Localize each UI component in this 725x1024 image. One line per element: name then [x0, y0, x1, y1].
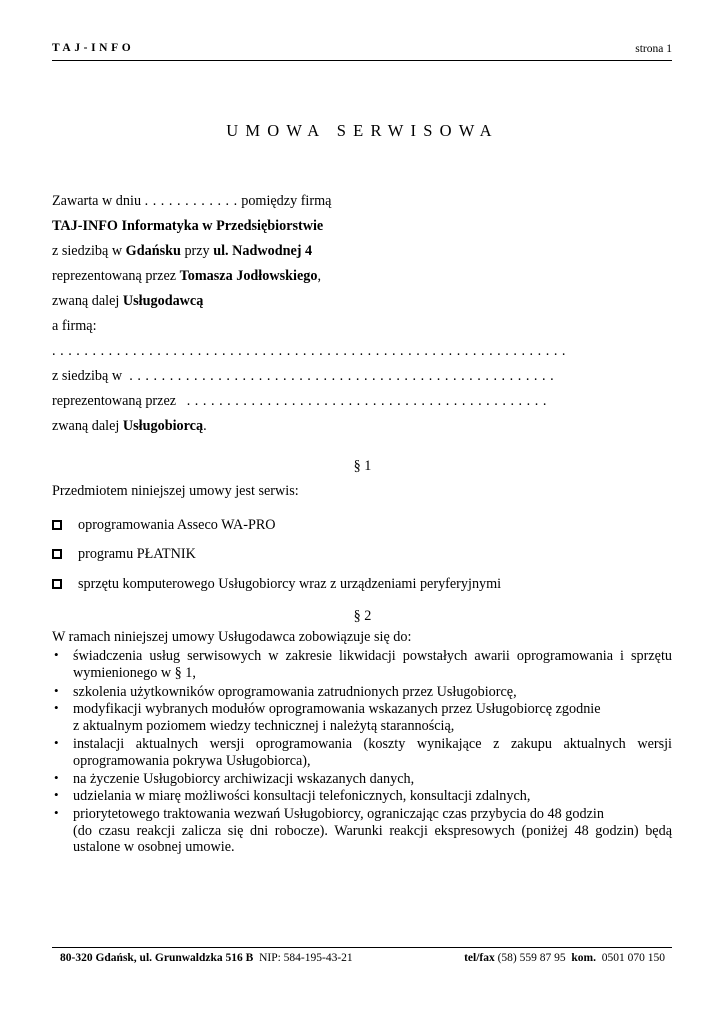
provider-called-line: [52, 293, 203, 310]
obligation-text: priorytetowego traktowania wezwań Usługobiorcy, ograniczając czas przybycia do 48 godzin: [73, 806, 604, 822]
obligation-text-continued: z aktualnym poziomem wiedzy technicznej i należytą starannością,: [73, 717, 455, 734]
obligation-item: [52, 788, 672, 805]
bullet-icon: •: [54, 700, 59, 715]
intro-suffix: pomiędzy firmą: [241, 193, 332, 209]
rep-suffix: ,: [317, 268, 321, 284]
service-item: [52, 517, 276, 534]
obligation-text: udzielania w miarę możliwości konsultacji telefonicznych, konsultacji zdalnych,: [73, 788, 531, 804]
footer-kom-label: kom.: [571, 952, 596, 964]
client-rep-line: [52, 393, 547, 410]
provider-seat-line: [52, 243, 312, 260]
section1-intro: Przedmiotem niniejszej umowy jest serwis:: [52, 483, 299, 499]
checkbox-icon: [52, 579, 62, 589]
obligation-text-continued: (do czasu reakcji zalicza się dni robocze). Warunki reakcji ekspresowych (poniżej 48 godzin) będą ustalone w osobnej umowie.: [73, 822, 672, 855]
client-seat-placeholder: . . . . . . . . . . . . . . . . . . . . . . . . . . . . . . . . . . . . . . . . . . . . . . . . . . . . .: [129, 368, 555, 384]
service-item-label: programu PŁATNIK: [78, 546, 196, 562]
section2-intro: W ramach niniejszej umowy Usługodawca zobowiązuje się do:: [52, 629, 412, 645]
and-firm-label: a firmą:: [52, 318, 97, 334]
obligation-item: [52, 701, 672, 734]
client-called-line: [52, 418, 207, 435]
client-role: Usługobiorcą: [122, 418, 204, 434]
bullet-icon: •: [54, 647, 59, 662]
date-placeholder: . . . . . . . . . . . .: [144, 193, 238, 209]
bullet-icon: •: [54, 770, 59, 785]
footer-divider: [52, 947, 672, 948]
footer-kom: 0501 070 150: [601, 952, 665, 964]
document-title: UMOWA SERWISOWA: [226, 121, 499, 140]
obligation-item: [52, 771, 672, 788]
obligation-text: szkolenia użytkowników oprogramowania zatrudnionych przez Usługobiorcę,: [73, 684, 517, 700]
checkbox-icon: [52, 549, 62, 559]
obligation-item: [52, 806, 672, 856]
provider-role: Usługodawcą: [122, 293, 204, 309]
seat-prefix: z siedzibą w: [52, 243, 123, 259]
bullet-icon: •: [54, 683, 59, 698]
client-name-placeholder: . . . . . . . . . . . . . . . . . . . . . . . . . . . . . . . . . . . . . . . . . . . . . . . . . . . . . . . . . . . . . . . .: [52, 343, 566, 359]
obligation-item: [52, 736, 672, 769]
obligation-text: świadczenia usług serwisowych w zakresie likwidacji powstałych awarii oprogramowania i sprzętu wymienionego w § 1,: [73, 648, 672, 681]
footer-tel: (58) 559 87 95: [497, 952, 566, 964]
footer-address: 80-320 Gdańsk, ul. Grunwaldzka 516 B: [60, 952, 254, 964]
company-brand: TAJ-INFO: [52, 42, 135, 54]
page-number: strona 1: [635, 43, 672, 55]
service-item: [52, 546, 196, 563]
provider-company: TAJ-INFO Informatyka w Przedsiębiorstwie: [52, 218, 324, 234]
intro-prefix: Zawarta w dniu: [52, 193, 142, 209]
checkbox-icon: [52, 520, 62, 530]
client-called-suffix: .: [203, 418, 207, 434]
client-called-prefix: zwaną dalej: [52, 418, 120, 434]
section1-heading: § 1: [353, 458, 372, 474]
client-rep-prefix: reprezentowaną przez: [52, 393, 177, 409]
obligation-text: instalacji aktualnych wersji oprogramowania (koszty wynikające z zakupu aktualnych wersji oprogramowania pokrywa Usługobiorca),: [73, 736, 672, 769]
footer-nip: NIP: 584-195-43-21: [259, 952, 353, 964]
service-item-label: oprogramowania Asseco WA-PRO: [78, 517, 276, 533]
section2-heading: § 2: [353, 608, 372, 624]
intro-line: [52, 193, 331, 210]
called-prefix: zwaną dalej: [52, 293, 120, 309]
bullet-icon: •: [54, 787, 59, 802]
header-divider: [52, 60, 672, 61]
bullet-icon: •: [54, 735, 59, 750]
service-item: [52, 576, 501, 593]
provider-rep-line: [52, 268, 321, 285]
obligation-text: na życzenie Usługobiorcy archiwizacji wskazanych danych,: [73, 771, 415, 787]
client-seat-prefix: z siedzibą w: [52, 368, 123, 384]
footer-address-block: [60, 952, 353, 964]
client-seat-line: [52, 368, 554, 385]
obligation-item: [52, 648, 672, 681]
obligation-item: [52, 684, 672, 701]
footer-tel-label: tel/fax: [464, 952, 495, 964]
service-item-label: sprzętu komputerowego Usługobiorcy wraz z urządzeniami peryferyjnymi: [78, 576, 502, 592]
seat-city: Gdańsku: [125, 243, 181, 259]
rep-name: Tomasza Jodłowskiego: [179, 268, 318, 284]
client-rep-placeholder: . . . . . . . . . . . . . . . . . . . . . . . . . . . . . . . . . . . . . . . . . . . . .: [186, 393, 547, 409]
footer-contact-block: [464, 952, 665, 964]
bullet-icon: •: [54, 805, 59, 820]
rep-prefix: reprezentowaną przez: [52, 268, 177, 284]
seat-street: ul. Nadwodnej 4: [213, 243, 313, 259]
seat-mid: przy: [184, 243, 210, 259]
obligation-text: modyfikacji wybranych modułów oprogramowania wskazanych przez Usługobiorcę zgodnie: [73, 701, 601, 717]
